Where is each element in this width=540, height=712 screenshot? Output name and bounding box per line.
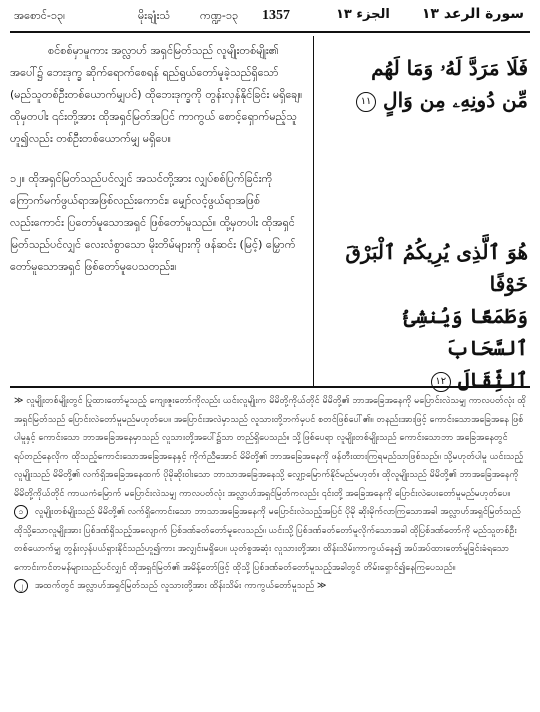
translation-paragraph: စင်စစ်မှာမူကား အလ္လာဟ် အရှင်မြတ်သည် လူမျိုးတစ်မျိုး၏ အပေါ်၌ ဘေးဒုက္ခ ဆိုက်ရောက်စေရန် ရည်ရွယ်တော်မူခဲ့သည်ရှိသော် (မည်သူတစ်ဦးတစ်ယောက်မျှပင်) ထိုဘေးဒုက္ခကို တွန်းလှန်နိုင်ခြင်း မရှိချေ။ ထိုမှတပါး ၎င်းတို့အား ထိုအရှင်မြတ်အပြင် ကာကွယ် စောင့်ရှောက်မည့်သူ ဟူ၍လည်း တစ်ဦးတစ်ယောက်မျှ မရှိပေ။	[10, 44, 303, 145]
header-chapter-name: မိုးချုံးသံ	[138, 9, 171, 22]
arabic-verse-line: هُوَ ٱلَّذِى يُرِيكُمُ ٱلْبَرْقَ خَوْفًا	[345, 240, 528, 296]
header-rule	[10, 31, 530, 33]
header-part-label: ကဏ္ဍ-၁၃	[200, 9, 239, 22]
translation-paragraph: ၁၂။ ထိုအရှင်မြတ်သည်ပင်လျှင် အသင်တို့အား လျှပ်စစ်ပြက်ခြင်းကို ကြောက်မက်ဖွယ်ရာအဖြစ်လည်းကောင်း၊ မျှော်လင့်ဖွယ်ရာအဖြစ်လည်းကောင်း ပြတော်မူသောအရှင် ဖြစ်တော်မူသည်။ ထို့မှတပါး ထိုအရှင်မြတ်သည်ပင်လျှင် လေးလံစွာသော မိုးတိမ်များကို ဖန်ဆင်း (မြင့်) မြှောက်တော်မူသောအရှင် ဖြစ်တော်မူပေသတည်း။	[10, 172, 296, 273]
arabic-verse-line: فَلَا مَرَدَّ لَهُۥ وَمَا لَهُم	[371, 56, 528, 80]
footnotes-section	[14, 392, 528, 596]
arabic-verse-text: ٱلثِّقَالَ	[457, 368, 528, 392]
footnote-marker: ၂	[14, 579, 28, 593]
footnote	[14, 577, 528, 596]
footnote: ≫ လူမျိုးတစ်မျိုးတွင် ပြုထားတော်မူသည့် ကျေးဇူးတော်ကိုလည်း ယင်းလူမျိုးက မိမိတို့ကိုယ်တိုင် မိမိတို့၏ ဘာအခြေအနေကို မပြောင်းလဲသမျှ ကာလပတ်လုံး ထိုအရှင်မြတ်သည် ပြောင်းလဲတော်မူမည်မဟုတ်ပေ။ အပြောင်းအလဲမှာသည် လူသားတို့ဘက်မှပင် စတင်ဖြစ်ပေါ်၏။ တနည်းအားဖြင့် ကောင်းသောအခြေအနေ ဖြစ်ပါမူနှင့် ကောင်းသော ဘာအခြေအနေမှာသည် လူသားတို့အပေါ်၌သာ တည်ရှိပေသည်။ သို့ဖြစ်ပေရာ လူမျိုးတစ်မျိုးသည် ကောင်းသောဘာ အခြေအနေတွင် ရပ်တည်နေလိုက ထိုသည့်ကောင်းသောအခြေအနေနှင့် ကိုက်ညီအောင် မိမိတို့၏ ဘာအခြေအနေကို ဖန်တီးထားကြရမည်သာဖြစ်သည်။ သို့မဟုတ်ပါမူ ယင်းသည့် လူမျိုးသည် မိမိတို့၏ လက်ရှိအခြေအနေထက် ပိုမိုဆိုးဝါးသော ဘာသာအခြေအနေသို့ လျှော့မြောက်နိုင်မည်မဟုတ်။ ထိုလူမျိုးသည် မိမိတို့၏ ဘာအခြေအနေကို မိမိတို့ကိုယ်တိုင် ကာယကံမြောက် မပြောင်းလဲသမျှ ကာလပတ်လုံး အလ္လာဟ်အရှင်မြတ်ကလည်း ၎င်းတို့ အခြေအနေကို ပြောင်းလဲပေးတော်မူမည်မဟုတ်ပေ။	[14, 396, 527, 499]
page-number: 1357	[262, 8, 290, 23]
verse-number-marker: ١٢	[431, 372, 451, 392]
footnote-marker: ၁	[14, 505, 28, 519]
verse-number-marker: ١١	[356, 92, 376, 112]
header-surah-arabic: سورة الرعد ۱۳	[421, 6, 524, 22]
arabic-verse-line	[320, 84, 528, 116]
header-issue-label: အစောင်-၁၃၊	[14, 9, 65, 22]
arabic-verse-line: وَطَمَعًا وَيُنشِئُ ٱلسَّحَابَ	[403, 304, 528, 360]
arabic-verse-text: مِّن دُونِهِۦ مِن وَالٍ	[383, 88, 528, 112]
page-header	[0, 0, 540, 34]
footnote	[14, 503, 528, 577]
column-divider	[313, 36, 314, 388]
translation-column	[10, 40, 306, 388]
footnote-text: လူမျိုးတစ်မျိုးသည် မိမိတို့၏ လက်ရှိကောင်းသော ဘာသာအခြေအနေကို မပြောင်းလဲသည့်အပြင် ပိုမို ဆိုးမိုက်လာကြသောအခါ အလ္လာဟ်အရှင်မြတ်သည် ထိုသို့သောလူမျိုးအား ပြစ်ဒဏ်ရှိသည့်အလျောက် ပြစ်ဒဏ်ခတ်တော်မူလေသည်။ ယင်းသို့ ပြစ်ဒဏ်ခတ်တော်မူလိုက်သောအခါ ထိုပြစ်ဒဏ်တော်ကို မည်သူတစ်ဦးတစ်ယောက်မျှ တွန်းလှန်ပယ်ရှားနိုင်သည်ဟူ၍ကား အလျှင်းမရှိပေ။ ယုတ်စွအဆုံး လူသားတို့အား ထိန်းသိမ်းကာကွယ်နေ၍ အပ်အပ်ထားတော်မူခြင်းခံရသော ကောင်းကင်တမန်များသည်ပင်လျှင် ထိုအရှင်မြတ်၏ အမိန့်တော်ဖြင့် ထိုသို့ ပြစ်ဒဏ်ခတ်တော်မူသည့်အခါတွင် တိမ်းရှောင်၍နေကြပေသည်။	[14, 507, 521, 573]
arabic-column	[320, 42, 528, 392]
header-juz-arabic: الجزء ۱۳	[336, 7, 390, 22]
footnote-text: အထက်တွင် အလ္လာဟ်အရှင်မြတ်သည် လူသားတို့အား ထိန်းသိမ်း ကာကွယ်တော်မူသည် ≫	[34, 581, 327, 591]
notes-rule	[10, 386, 530, 388]
